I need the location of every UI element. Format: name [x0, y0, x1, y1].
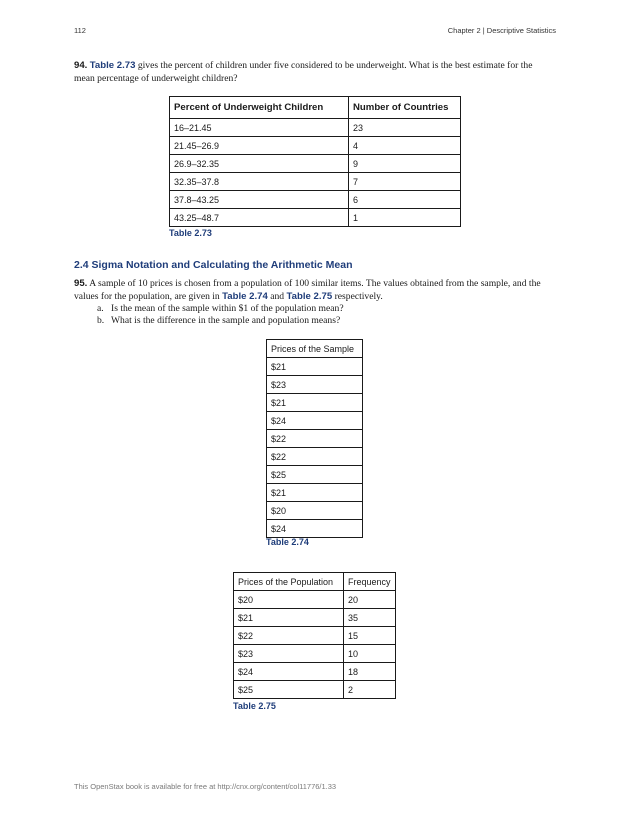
table-cell: 6: [349, 191, 461, 209]
table-row: [267, 484, 363, 502]
table-row: [267, 358, 363, 376]
table-row: [170, 155, 461, 173]
part-label: b.: [97, 315, 105, 326]
table-row: [170, 137, 461, 155]
table-cell: 16–21.45: [170, 119, 349, 137]
problem-94-text-2: mean percentage of underweight children?: [74, 72, 238, 84]
column-header: Percent of Underweight Children: [170, 97, 349, 119]
table-row: [234, 591, 396, 609]
table-header-row: [170, 97, 461, 119]
column-header: Prices of the Sample: [267, 340, 363, 358]
section-title: 2.4 Sigma Notation and Calculating the Arithmetic Mean: [74, 259, 353, 271]
table-row: [267, 412, 363, 430]
table-row: [234, 663, 396, 681]
table-cell: 9: [349, 155, 461, 173]
table-cell: 2: [344, 681, 396, 699]
table-cell: $21: [267, 394, 363, 412]
table-cell: 4: [349, 137, 461, 155]
table-cell: $21: [267, 484, 363, 502]
table-2-74: [266, 339, 363, 538]
table-cell: 23: [349, 119, 461, 137]
table-row: [170, 209, 461, 227]
problem-94-table-link[interactable]: Table 2.73: [89, 60, 136, 71]
table-cell: $21: [234, 609, 344, 627]
part-text: Is the mean of the sample within $1 of the population mean?: [111, 303, 344, 314]
table-row: [234, 627, 396, 645]
table-row: [267, 448, 363, 466]
table-cell: $20: [267, 502, 363, 520]
page-number: 112: [74, 26, 86, 35]
table-row: [170, 173, 461, 191]
table-cell: 20: [344, 591, 396, 609]
table-cell: $25: [267, 466, 363, 484]
problem-95-table-link-b[interactable]: Table 2.75: [286, 290, 333, 302]
problem-95-text-1: A sample of 10 prices is chosen from a population of 100 similar items. The values obtained from the sample, and the: [89, 278, 541, 289]
table-cell: $24: [267, 412, 363, 430]
chapter-header: Chapter 2 | Descriptive Statistics: [447, 26, 556, 35]
table-cell: $22: [267, 448, 363, 466]
table-cell: 35: [344, 609, 396, 627]
table-cell: $24: [267, 520, 363, 538]
table-row: [170, 119, 461, 137]
table-cell: 32.35–37.8: [170, 173, 349, 191]
table-cell: 37.8–43.25: [170, 191, 349, 209]
table-cell: $24: [234, 663, 344, 681]
table-2-73: [169, 96, 461, 227]
table-cell: $21: [267, 358, 363, 376]
table-2-73-caption: Table 2.73: [169, 228, 212, 238]
table-cell: 7: [349, 173, 461, 191]
column-header: Number of Countries: [349, 97, 461, 119]
table-row: [234, 645, 396, 663]
table-header-row: [234, 573, 396, 591]
table-row: [234, 681, 396, 699]
problem-95-part-a: [97, 303, 344, 316]
problem-95-table-link-a[interactable]: Table 2.74: [222, 290, 268, 302]
table-row: [234, 609, 396, 627]
table-row: [267, 520, 363, 538]
table-row: [267, 502, 363, 520]
part-text: What is the difference in the sample and population means?: [111, 315, 341, 326]
problem-95-and: and: [270, 290, 285, 302]
problem-94-text-1: gives the percent of children under five considered to be underweight. What is the best estimate for the: [137, 60, 533, 71]
problem-94: [74, 60, 556, 85]
problem-95: [74, 278, 556, 303]
table-cell: 18: [344, 663, 396, 681]
table-row: [267, 466, 363, 484]
table-2-75: [233, 572, 396, 699]
table-cell: $20: [234, 591, 344, 609]
table-cell: 43.25–48.7: [170, 209, 349, 227]
table-row: [267, 376, 363, 394]
table-cell: $22: [267, 430, 363, 448]
table-2-74-caption: Table 2.74: [266, 537, 309, 547]
problem-95-number: 95.: [74, 278, 88, 289]
column-header: Frequency: [344, 573, 396, 591]
problem-95-part-b: [97, 315, 340, 328]
problem-95-text-2: values for the population, are given in: [74, 290, 220, 302]
table-cell: $23: [234, 645, 344, 663]
table-row: [267, 394, 363, 412]
table-header-row: [267, 340, 363, 358]
table-cell: $23: [267, 376, 363, 394]
footer-availability: This OpenStax book is available for free at http://cnx.org/content/col11776/1.33: [74, 782, 337, 791]
problem-95-text-3: respectively.: [334, 290, 383, 302]
table-row: [267, 430, 363, 448]
table-cell: $25: [234, 681, 344, 699]
column-header: Prices of the Population: [234, 573, 344, 591]
part-label: a.: [97, 303, 104, 314]
table-cell: $22: [234, 627, 344, 645]
table-cell: 1: [349, 209, 461, 227]
problem-94-number: 94.: [74, 60, 88, 71]
table-cell: 15: [344, 627, 396, 645]
table-row: [170, 191, 461, 209]
table-2-75-caption: Table 2.75: [233, 701, 276, 711]
table-cell: 21.45–26.9: [170, 137, 349, 155]
table-cell: 26.9–32.35: [170, 155, 349, 173]
table-cell: 10: [344, 645, 396, 663]
